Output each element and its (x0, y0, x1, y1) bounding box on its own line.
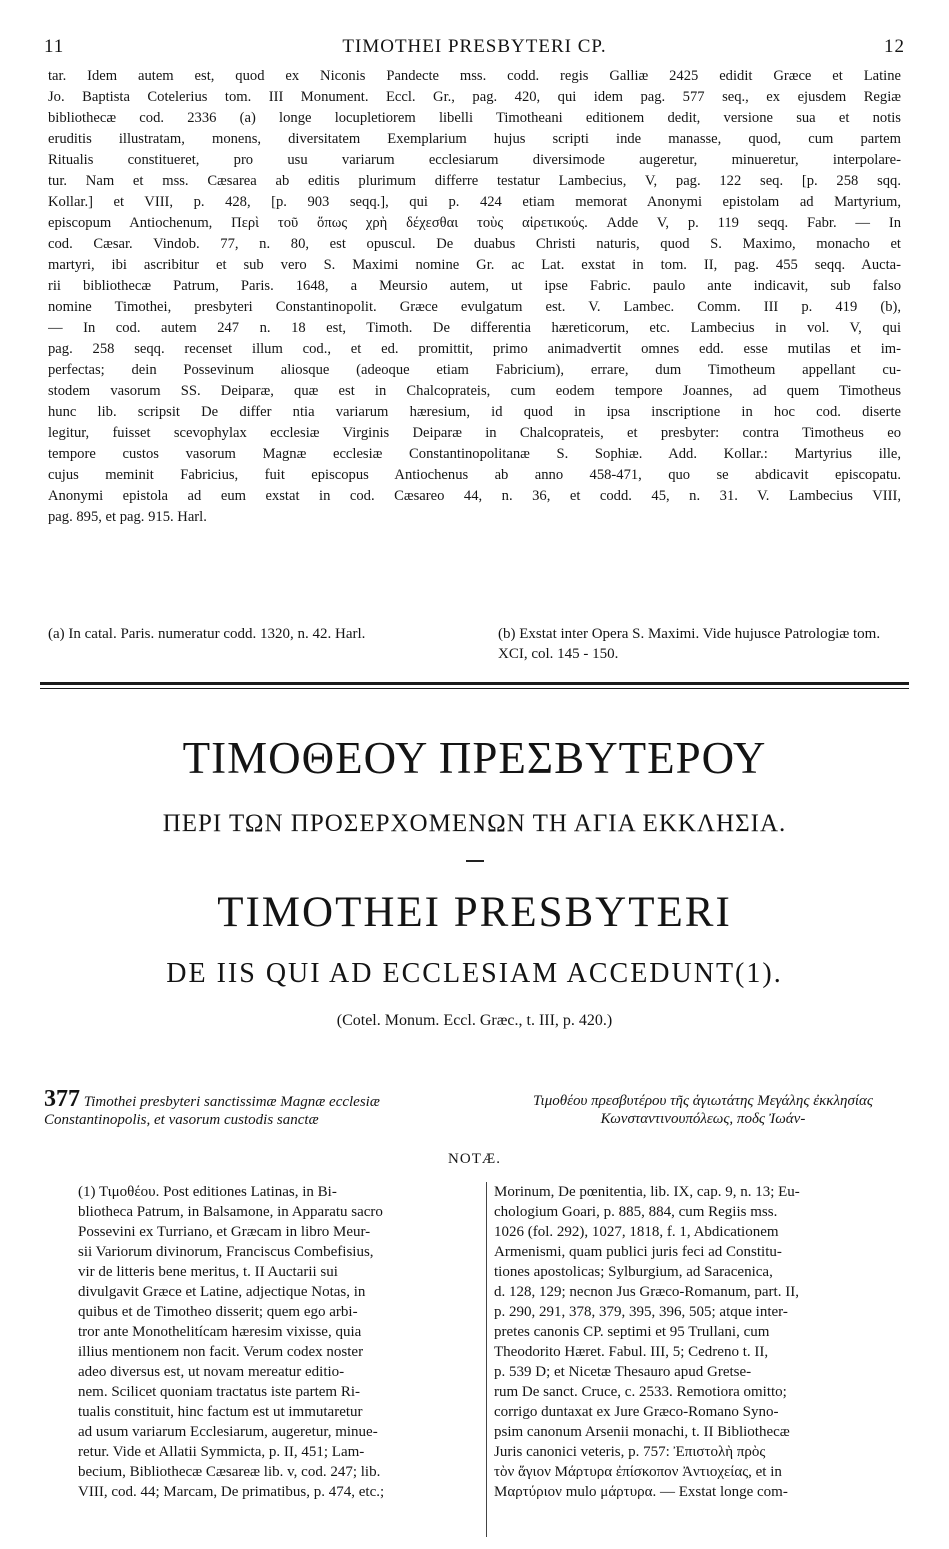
title-dash (466, 860, 484, 862)
text-line: pag. 895, et pag. 915. Harl. (48, 509, 207, 525)
note-line: sii Variorum divinorum, Franciscus Combefisius, (78, 1244, 374, 1260)
note-line: divulgavit Græce et Latine, adjectique Notas, in (78, 1284, 366, 1300)
latin-title: TIMOTHEI PRESBYTERI (217, 889, 732, 936)
text-line: pag. 258 seqq. recenset illum cod., et ed. promittit, primo animadvertit omnes edd. esse mutilas et im- (48, 341, 901, 357)
note-line: becium, Bibliothecæ Cæsareæ lib. v, cod. 247; lib. (78, 1464, 381, 1480)
note-line: bliotheca Patrum, in Balsamone, in Apparatu sacro (78, 1204, 383, 1220)
text-line: cujus meminit Fabricius, fuit episcopus Antiochenus ab anno 458-471, quo se abdicavit episcopatu. (48, 467, 901, 483)
greek-column-heading: Τιμοθέου πρεσβυτέρου τῆς ἁγιωτάτης Μεγάλης ἐκκλησίας Κωνσταντινουπόλεως, ποδς Ἰωάν- (533, 1093, 873, 1127)
note-line: nem. Scilicet quoniam tractatus iste partem Ri- (78, 1384, 361, 1400)
text-line: tur. Nam et mss. Cæsarea ab editis plurimum differre testatur Lambecius, V, pag. 122 seq. [p. 258 sqq. (48, 173, 901, 189)
note-line: 1026 (fol. 292), 1027, 1818, f. 1, Abdicationem (494, 1224, 779, 1240)
text-line: nomine Timothei, presbyteri Constantinopolit. Græce evulgatum est. V. Lambec. Comm. III p. 419 (b), (48, 299, 901, 315)
text-line: rii bibliothecæ Patrum, Paris. 1648, a Meursio autem, ut ipse Fabric. paulo ante indicavit, sub falso (48, 278, 901, 294)
note-line: ad usum variarum Ecclesiarum, augeretur, minue- (78, 1424, 378, 1440)
note-line: adeo diversus est, ut novam mereatur editio- (78, 1364, 345, 1380)
column-divider (486, 1182, 487, 1537)
footnote-b: (b) Exstat inter Opera S. Maximi. Vide hujusce Patrologiæ tom. XCI, col. 145 - 150. (498, 626, 881, 662)
greek-title: ΤΙΜΟΘΕΟΥ ΠΡΕΣΒΥΤΕΡΟΥ (182, 733, 767, 783)
text-line: Jo. Baptista Cotelerius tom. III Monument. Eccl. Gr., pag. 420, qui idem pag. 577 seq., ex ejusdem Regiæ (48, 89, 901, 105)
text-line: martyri, ibi ascribitur et sub vero S. Maximi nomine Gr. ac Lat. exstat in tom. II, pag. 455 seqq. Aucta- (48, 257, 901, 273)
note-line: Μαρτύριον mulo μάρτυρα. — Exstat longe com- (494, 1484, 788, 1500)
note-line: quibus et de Timotheo disserit; quem ego arbi- (78, 1304, 358, 1320)
note-line: τὸν ἅγιον Μάρτυρα ἐπίσκοπον Ἀντιοχείας, et in (494, 1464, 782, 1480)
latin-heading-text: Timothei presbyteri sanctissimæ Magnæ ecclesiæ Constantinopolis, et vasorum custodis sanctæ (44, 1094, 380, 1128)
source-citation: (Cotel. Monum. Eccl. Græc., t. III, p. 420.) (336, 1012, 613, 1029)
note-line: (1) Τιμοθέου. Post editiones Latinas, in Bi- (78, 1184, 337, 1200)
text-line: eruditis illustratam, monens, diversitatem Exemplarium hujus scripti inde manasse, quod, cum partem (48, 131, 901, 147)
page-number-left: 11 (44, 36, 65, 57)
note-line: rum De sanct. Cruce, c. 2533. Remotiora omitto; (494, 1384, 787, 1400)
note-line: p. 290, 291, 378, 379, 395, 396, 505; atque inter- (494, 1304, 788, 1320)
note-line: chologium Goari, p. 885, 884, cum Regiis mss. (494, 1204, 778, 1220)
note-line: Morinum, De pœnitentia, lib. IX, cap. 9, n. 13; Eu- (494, 1184, 800, 1200)
introductory-note (48, 66, 901, 528)
note-line: tror ante Monothelitícam hæresim vixisse, quia (78, 1324, 362, 1340)
footnotes (48, 624, 901, 668)
text-line: hunc lib. scripsit De differ ntia variarum hæresium, id quod in ipsa inscriptione in hoc cod. diserte (48, 404, 901, 420)
note-line: illius mentionem non facit. Verum codex noster (78, 1344, 364, 1360)
note-line: Juris canonici veteris, p. 757: Ἐπιστολὴ πρὸς (494, 1444, 766, 1460)
text-line: Kollar.] et VIII, p. 428, [p. 903 seqq.], qui p. 424 etiam memorat Anonymi epistolam ad Martyrium, (48, 194, 901, 210)
note-line: corrigo duntaxat ex Jure Græco-Romano Syno- (494, 1404, 779, 1420)
note-line: tiones apostolicas; Sylburgium, ad Saracenica, (494, 1264, 773, 1280)
greek-subtitle: ΠΕΡΙ ΤΩΝ ΠΡΟΣΕΡΧΟΜΕΝΩΝ ΤΗ ΑΓΙΑ ΕΚΚΛΗΣΙΑ. (162, 810, 787, 837)
text-line: episcopum Antiochenum, Περὶ τοῦ ὅπως χρὴ δέχεσθαι τοὺς αἱρετικούς. Adde V, p. 119 seqq. Fabr. — In (48, 215, 901, 231)
running-header (44, 36, 905, 62)
text-line: perfectas; dein Possevinum aliosque (adeoque etiam Fabricium), errare, dum Timotheum appellant cu- (48, 362, 901, 378)
text-line: stodem vasorum SS. Deiparæ, quæ est in Chalcoprateis, cum eodem tempore Joannes, ad quem Timotheus (48, 383, 901, 399)
notes-label: NOTÆ. (448, 1151, 501, 1167)
note-line: Theodorito Hæret. Fabul. III, 5; Cedreno t. II, (494, 1344, 769, 1360)
text-line: tempore custos vasorum Magnæ ecclesiæ Constantinopolitanæ S. Sophiæ. Add. Kollar.: Martyrius ille, (48, 446, 901, 462)
text-line: bibliothecæ cod. 2336 (a) longe locupletiorem libelli Timotheani editionem dedit, versione sua et notis (48, 110, 901, 126)
running-title: TIMOTHEI PRESBYTERI CP. (342, 36, 607, 57)
note-line: Armenismi, quam publici juris feci ad Constitu- (494, 1244, 782, 1260)
latin-subtitle: DE IIS QUI AD ECCLESIAM ACCEDUNT(1). (166, 958, 783, 989)
text-line: — In cod. autem 247 n. 18 est, Timoth. De differentia hæreticorum, etc. Lambecius in vol. V, qui (48, 320, 901, 336)
footnote-a: (a) In catal. Paris. numeratur codd. 1320, n. 42. Harl. (48, 626, 366, 642)
section-divider-thin (40, 688, 909, 689)
text-line: Anonymi epistola ad eum exstat in cod. Cæsareo 44, n. 36, et codd. 45, n. 31. V. Lambecius VIII, (48, 488, 901, 504)
page-number-right: 12 (884, 36, 905, 57)
note-line: tualis constituit, hinc factum est ut immutaretur (78, 1404, 363, 1420)
note-line: vir de litteris bene meritus, t. II Auctarii sui (78, 1264, 338, 1280)
note-line: psim canonum Arsenii monachi, t. II Bibliothecæ (494, 1424, 790, 1440)
text-line: tar. Idem autem est, quod ex Niconis Pandecte mss. codd. regis Galliæ 2425 edidit Græce et Latine (48, 68, 901, 84)
section-divider (40, 682, 909, 685)
note-line: d. 128, 129; necnon Jus Græco-Romanum, part. II, (494, 1284, 799, 1300)
column-number: 377 (44, 1086, 80, 1112)
note-line: pretes canonis CP. septimi et 95 Trullani, cum (494, 1324, 770, 1340)
notes-left-column (78, 1182, 478, 1502)
latin-column-heading (44, 1086, 484, 1129)
note-line: retur. Vide et Allatii Symmicta, p. II, 451; Lam- (78, 1444, 365, 1460)
text-line: legitur, fuisset scevophylax ecclesiæ Virginis Deiparæ in Chalcoprateis, et presbyter: contra Timotheus eo (48, 425, 901, 441)
note-line: VIII, cod. 44; Marcam, De primatibus, p. 474, etc.; (78, 1484, 385, 1500)
text-line: Ritualis constitueret, pro usu variarum ecclesiarum diversimode augeretur, minueretur, interpolare- (48, 152, 901, 168)
text-line: cod. Cæsar. Vindob. 77, n. 80, est opuscul. De duabus Christi naturis, quod S. Maximo, monacho et (48, 236, 901, 252)
note-line: Possevini ex Turriano, et Græcam in libro Meur- (78, 1224, 371, 1240)
notes-right-column (494, 1182, 908, 1502)
note-line: p. 539 D; et Nicetæ Thesauro apud Gretse- (494, 1364, 752, 1380)
